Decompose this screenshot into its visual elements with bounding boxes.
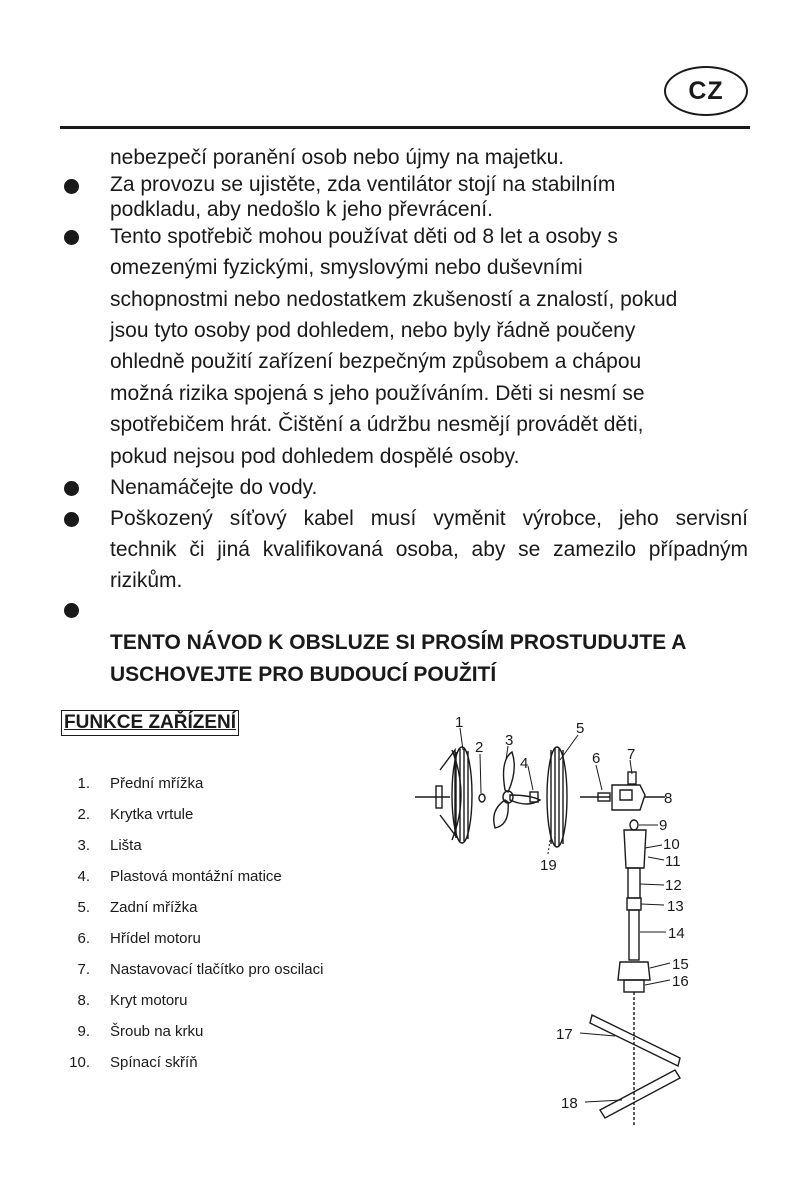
body-line: omezenými fyzickými, smyslovými nebo duševními [110,256,583,279]
notice-heading: USCHOVEJTE PRO BUDOUCÍ POUŽITÍ [110,663,497,686]
fan-exploded-diagram [400,705,800,1135]
diagram-label: 12 [665,877,682,894]
front-grille-drawing [415,747,472,843]
part-label: Krytka vrtule [110,806,194,823]
body-line: ohledně použití zařízení bezpečným způsobem a chápou [110,350,642,373]
body-line: možná rizika spojená s jeho používáním. Děti si nesmí se [110,382,645,405]
body-line: spotřebičem hrát. Čištění a údržbu nesmějí provádět děti, [110,413,644,436]
notice-heading: TENTO NÁVOD K OBSLUZE SI PROSÍM PROSTUDUJTE A [110,631,687,654]
body-line: Tento spotřebič mohou používat děti od 8 let a osoby s [110,225,618,248]
part-label: Přední mřížka [110,775,204,792]
bullet-icon [64,179,79,194]
part-label: Lišta [110,837,142,854]
diagram-label: 5 [576,720,585,737]
body-line: rizikům. [110,569,183,592]
section-title: FUNKCE ZAŘÍZENÍ [61,710,239,736]
base-legs-drawing [590,992,680,1125]
pole-drawing [627,868,641,960]
part-label: Zadní mřížka [110,899,198,916]
part-label: Šroub na krku [110,1023,204,1040]
bullet-icon [64,512,79,527]
base-connector-drawing [618,962,650,992]
language-badge: CZ [664,66,748,116]
body-line: pokud nejsou pod dohledem dospělé osoby. [110,445,520,468]
switch-box-drawing [624,820,646,868]
diagram-labels [455,714,689,1112]
diagram-label: 1 [455,714,464,731]
part-number: 6. [77,930,90,947]
diagram-label: 9 [659,817,668,834]
part-label: Plastová montážní matice [110,868,282,885]
part-number: 7. [77,961,90,978]
part-number: 10. [69,1054,90,1071]
part-number: 3. [77,837,90,854]
part-label: Hřídel motoru [110,930,201,947]
blade-drawing [494,752,540,828]
body-line: podkladu, aby nedošlo k jeho převrácení. [110,198,493,221]
diagram-label: 16 [672,973,689,990]
diagram-label: 8 [664,790,673,807]
diagram-label: 10 [663,836,680,853]
diagram-label: 3 [505,732,514,749]
bullet-icon [64,603,79,618]
header-rule [60,126,750,129]
part-number: 8. [77,992,90,1009]
body-line: Za provozu se ujistěte, zda ventilátor stojí na stabilním [110,173,616,196]
part-number: 2. [77,806,90,823]
part-number: 5. [77,899,90,916]
propeller-cap-drawing [479,794,485,802]
body-line: nebezpečí poranění osob nebo újmy na majetku. [110,146,565,169]
diagram-label: 7 [627,746,636,763]
diagram-label: 13 [667,898,684,915]
part-label: Spínací skříň [110,1054,198,1071]
part-label: Kryt motoru [110,992,188,1009]
body-line: Poškozený síťový kabel musí vyměnit výrobce, jeho servisní [110,507,748,530]
diagram-label: 14 [668,925,685,942]
diagram-label: 6 [592,750,601,767]
bullet-icon [64,481,79,496]
body-line: technik či jiná kvalifikovaná osoba, aby se zamezilo případným [110,538,748,561]
motor-drawing [580,772,665,810]
part-number: 1. [77,775,90,792]
diagram-label: 11 [665,853,681,870]
diagram-label: 2 [475,739,484,756]
diagram-label: 18 [561,1095,578,1112]
part-number: 9. [77,1023,90,1040]
body-line: Nenamáčejte do vody. [110,476,318,499]
part-number: 4. [77,868,90,885]
diagram-label: 4 [520,755,529,772]
rear-grille-drawing [547,747,567,847]
bullet-icon [64,230,79,245]
diagram-label: 19 [540,857,557,874]
part-label: Nastavovací tlačítko pro oscilaci [110,961,324,978]
diagram-label: 17 [556,1026,573,1043]
diagram-label: 15 [672,956,689,973]
body-line: schopnostmi nebo nedostatkem zkušeností a znalostí, pokud [110,288,678,311]
body-line: jsou tyto osoby pod dohledem, nebo byly řádně poučeny [110,319,636,342]
